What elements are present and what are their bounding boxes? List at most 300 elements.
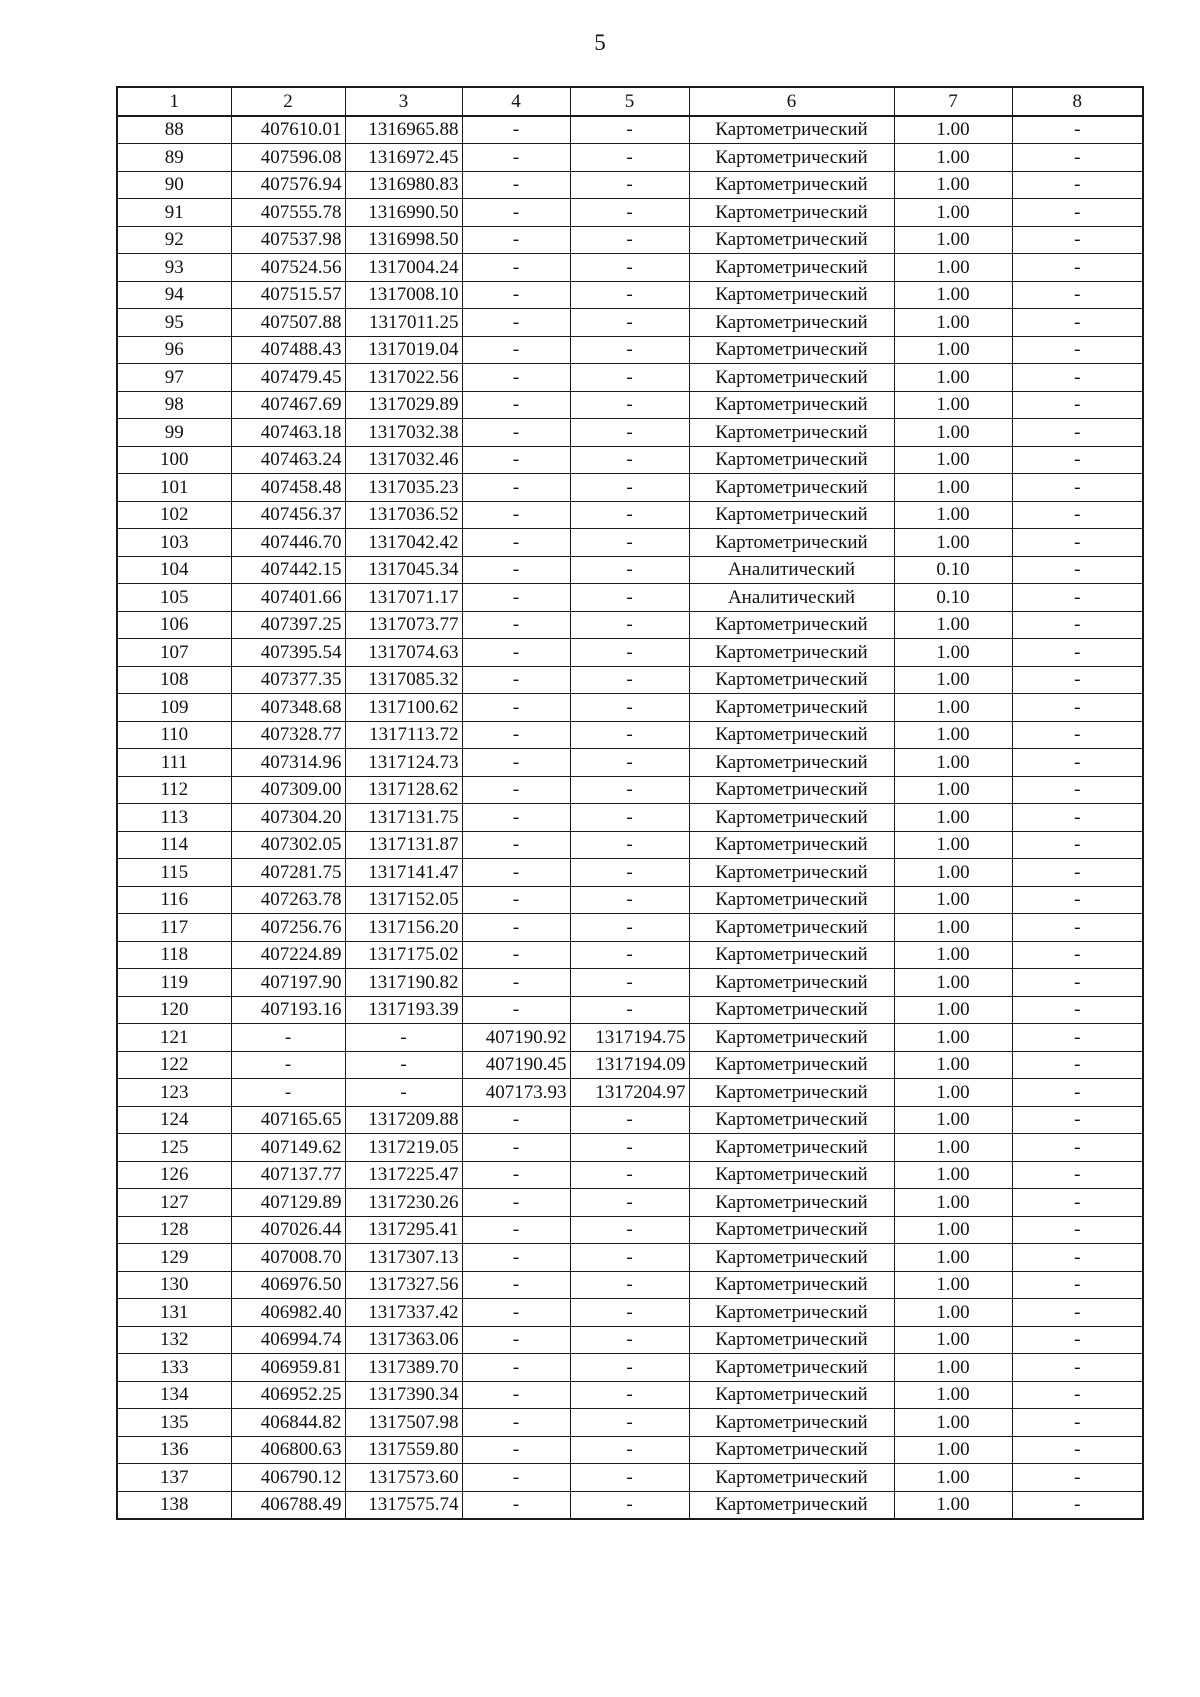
table-row [117,364,1143,392]
table-cell-col-4: - [462,749,570,777]
table-cell-col-5: - [570,1161,689,1189]
table-cell-col-2: 407507.88 [231,309,345,337]
table-cell-col-4: - [462,804,570,832]
table-cell-col-2: 407281.75 [231,859,345,887]
table-cell-col-6: Картометрический [689,1436,894,1464]
table-cell-col-7: 1.00 [894,694,1012,722]
table-cell-col-3: 1317131.75 [345,804,462,832]
table-row [117,501,1143,529]
table-cell-col-7: 1.00 [894,1106,1012,1134]
table-cell-col-4: - [462,171,570,199]
table-row [117,639,1143,667]
table-cell-col-4: - [462,1381,570,1409]
table-cell-col-4: - [462,116,570,144]
table-cell-col-6: Картометрический [689,1216,894,1244]
table-cell-col-8: - [1012,309,1143,337]
table-cell-col-8: - [1012,364,1143,392]
table-cell-col-1: 102 [117,501,231,529]
table-cell-col-5: - [570,831,689,859]
table-cell-col-1: 110 [117,721,231,749]
table-cell-col-5: - [570,391,689,419]
table-cell-col-6: Картометрический [689,1134,894,1162]
table-cell-col-8: - [1012,749,1143,777]
table-cell-col-6: Картометрический [689,336,894,364]
table-cell-col-2: 407328.77 [231,721,345,749]
table-cell-col-2: 406959.81 [231,1354,345,1382]
column-header-2: 2 [231,87,345,116]
table-cell-col-1: 128 [117,1216,231,1244]
table-cell-col-7: 0.10 [894,584,1012,612]
table-cell-col-4: - [462,391,570,419]
table-cell-col-4: - [462,969,570,997]
table-cell-col-7: 1.00 [894,941,1012,969]
table-cell-col-6: Картометрический [689,886,894,914]
table-cell-col-4: - [462,336,570,364]
table-cell-col-8: - [1012,171,1143,199]
table-cell-col-1: 105 [117,584,231,612]
table-cell-col-7: 1.00 [894,969,1012,997]
table-cell-col-5: - [570,721,689,749]
table-cell-col-1: 115 [117,859,231,887]
table-row [117,556,1143,584]
table-cell-col-4: 407190.45 [462,1051,570,1079]
table-cell-col-5: - [570,859,689,887]
column-header-6: 6 [689,87,894,116]
table-cell-col-4: - [462,501,570,529]
table-cell-col-6: Картометрический [689,721,894,749]
table-row [117,694,1143,722]
table-cell-col-3: - [345,1024,462,1052]
table-cell-col-7: 1.00 [894,529,1012,557]
table-cell-col-6: Картометрический [689,1326,894,1354]
table-cell-col-8: - [1012,996,1143,1024]
table-cell-col-5: - [570,254,689,282]
table-cell-col-8: - [1012,1326,1143,1354]
table-cell-col-2: 407304.20 [231,804,345,832]
table-row [117,1491,1143,1519]
table-cell-col-3: 1317337.42 [345,1299,462,1327]
table-cell-col-3: 1317507.98 [345,1409,462,1437]
table-cell-col-8: - [1012,254,1143,282]
table-cell-col-4: - [462,1271,570,1299]
table-cell-col-2: 407263.78 [231,886,345,914]
table-cell-col-4: - [462,1161,570,1189]
table-cell-col-5: - [570,969,689,997]
table-cell-col-3: 1317327.56 [345,1271,462,1299]
table-cell-col-3: 1317307.13 [345,1244,462,1272]
table-cell-col-1: 131 [117,1299,231,1327]
table-cell-col-6: Картометрический [689,694,894,722]
table-cell-col-7: 1.00 [894,1299,1012,1327]
table-cell-col-4: - [462,996,570,1024]
table-cell-col-5: - [570,1354,689,1382]
table-cell-col-2: 407397.25 [231,611,345,639]
table-cell-col-1: 106 [117,611,231,639]
table-cell-col-3: 1316998.50 [345,226,462,254]
table-cell-col-3: 1317113.72 [345,721,462,749]
table-cell-col-8: - [1012,1271,1143,1299]
table-cell-col-5: - [570,914,689,942]
table-cell-col-6: Картометрический [689,611,894,639]
table-cell-col-8: - [1012,1024,1143,1052]
table-cell-col-5: 1317194.09 [570,1051,689,1079]
table-cell-col-6: Картометрический [689,199,894,227]
table-cell-col-3: 1317559.80 [345,1436,462,1464]
table-cell-col-2: 407193.16 [231,996,345,1024]
table-row [117,1381,1143,1409]
table-cell-col-1: 101 [117,474,231,502]
table-row [117,1464,1143,1492]
table-cell-col-6: Аналитический [689,584,894,612]
table-cell-col-6: Картометрический [689,116,894,144]
table-cell-col-4: - [462,281,570,309]
table-cell-col-6: Картометрический [689,226,894,254]
table-cell-col-1: 104 [117,556,231,584]
table-cell-col-1: 98 [117,391,231,419]
column-header-3: 3 [345,87,462,116]
table-cell-col-4: - [462,364,570,392]
table-cell-col-7: 1.00 [894,364,1012,392]
table-cell-col-8: - [1012,721,1143,749]
table-cell-col-3: 1317141.47 [345,859,462,887]
table-row [117,776,1143,804]
table-cell-col-2: 406790.12 [231,1464,345,1492]
table-cell-col-2: 407515.57 [231,281,345,309]
table-cell-col-4: - [462,584,570,612]
table-cell-col-6: Картометрический [689,501,894,529]
table-cell-col-5: - [570,996,689,1024]
table-cell-col-4: - [462,1216,570,1244]
table-cell-col-8: - [1012,914,1143,942]
table-row [117,446,1143,474]
table-row [117,419,1143,447]
table-row [117,116,1143,144]
table-cell-col-7: 1.00 [894,1436,1012,1464]
table-cell-col-3: 1317071.17 [345,584,462,612]
table-cell-col-3: 1317073.77 [345,611,462,639]
table-cell-col-1: 96 [117,336,231,364]
table-cell-col-4: - [462,529,570,557]
table-cell-col-6: Картометрический [689,1271,894,1299]
table-cell-col-2: 407302.05 [231,831,345,859]
table-cell-col-1: 133 [117,1354,231,1382]
table-cell-col-7: 1.00 [894,116,1012,144]
table-cell-col-8: - [1012,584,1143,612]
table-row [117,721,1143,749]
table-cell-col-6: Картометрический [689,1409,894,1437]
table-cell-col-5: - [570,804,689,832]
table-cell-col-6: Картометрический [689,419,894,447]
table-cell-col-4: - [462,859,570,887]
table-cell-col-1: 127 [117,1189,231,1217]
table-cell-col-8: - [1012,1299,1143,1327]
table-cell-col-6: Картометрический [689,309,894,337]
table-cell-col-7: 1.00 [894,831,1012,859]
table-cell-col-4: - [462,1106,570,1134]
table-cell-col-3: 1317029.89 [345,391,462,419]
table-row [117,1436,1143,1464]
table-cell-col-7: 1.00 [894,859,1012,887]
table-cell-col-1: 121 [117,1024,231,1052]
table-cell-col-5: - [570,501,689,529]
table-cell-col-1: 93 [117,254,231,282]
table-cell-col-5: - [570,144,689,172]
table-cell-col-4: - [462,666,570,694]
table-cell-col-1: 126 [117,1161,231,1189]
table-cell-col-8: - [1012,804,1143,832]
table-cell-col-3: 1317042.42 [345,529,462,557]
table-row [117,941,1143,969]
table-cell-col-4: 407173.93 [462,1079,570,1107]
table-row [117,1244,1143,1272]
table-cell-col-3: 1317035.23 [345,474,462,502]
table-row [117,611,1143,639]
table-row [117,996,1143,1024]
table-cell-col-4: - [462,1491,570,1519]
table-cell-col-7: 1.00 [894,144,1012,172]
table-cell-col-3: 1317100.62 [345,694,462,722]
table-cell-col-3: 1317190.82 [345,969,462,997]
table-cell-col-8: - [1012,501,1143,529]
table-cell-col-6: Картометрический [689,666,894,694]
table-cell-col-5: - [570,199,689,227]
table-cell-col-4: - [462,446,570,474]
table-cell-col-3: 1317156.20 [345,914,462,942]
table-cell-col-5: - [570,474,689,502]
table-cell-col-4: - [462,611,570,639]
table-cell-col-7: 1.00 [894,1244,1012,1272]
table-cell-col-1: 130 [117,1271,231,1299]
table-row [117,1409,1143,1437]
table-cell-col-3: 1317575.74 [345,1491,462,1519]
table-cell-col-6: Картометрический [689,831,894,859]
table-cell-col-5: - [570,171,689,199]
table-cell-col-7: 1.00 [894,1326,1012,1354]
table-cell-col-3: 1317389.70 [345,1354,462,1382]
table-cell-col-5: - [570,1409,689,1437]
table-cell-col-2: 406844.82 [231,1409,345,1437]
table-cell-col-8: - [1012,1244,1143,1272]
table-cell-col-6: Картометрический [689,391,894,419]
table-row [117,1161,1143,1189]
table-cell-col-1: 111 [117,749,231,777]
table-row [117,309,1143,337]
table-cell-col-4: - [462,721,570,749]
table-cell-col-7: 1.00 [894,474,1012,502]
table-cell-col-6: Картометрический [689,1189,894,1217]
table-cell-col-6: Картометрический [689,1381,894,1409]
table-cell-col-6: Картометрический [689,144,894,172]
table-cell-col-6: Картометрический [689,281,894,309]
table-cell-col-4: - [462,226,570,254]
table-cell-col-5: - [570,1326,689,1354]
table-row [117,1106,1143,1134]
table-cell-col-4: - [462,941,570,969]
table-cell-col-7: 1.00 [894,1354,1012,1382]
table-cell-col-4: - [462,1354,570,1382]
table-cell-col-7: 1.00 [894,336,1012,364]
table-cell-col-2: 407488.43 [231,336,345,364]
table-cell-col-3: 1317085.32 [345,666,462,694]
table-cell-col-4: - [462,556,570,584]
table-cell-col-6: Картометрический [689,969,894,997]
table-cell-col-7: 1.00 [894,1024,1012,1052]
table-cell-col-3: 1317019.04 [345,336,462,364]
table-row [117,886,1143,914]
table-cell-col-6: Аналитический [689,556,894,584]
table-cell-col-1: 114 [117,831,231,859]
column-header-4: 4 [462,87,570,116]
table-cell-col-7: 1.00 [894,1161,1012,1189]
table-cell-col-2: 406800.63 [231,1436,345,1464]
table-cell-col-2: 407377.35 [231,666,345,694]
table-cell-col-7: 1.00 [894,1464,1012,1492]
table-cell-col-8: - [1012,969,1143,997]
table-cell-col-6: Картометрический [689,1106,894,1134]
table-cell-col-8: - [1012,694,1143,722]
table-cell-col-2: - [231,1024,345,1052]
table-cell-col-2: 407446.70 [231,529,345,557]
table-cell-col-6: Картометрический [689,1024,894,1052]
table-cell-col-8: - [1012,1354,1143,1382]
table-row [117,171,1143,199]
table-cell-col-8: - [1012,611,1143,639]
table-cell-col-2: 407467.69 [231,391,345,419]
table-cell-col-5: - [570,556,689,584]
table-cell-col-3: 1317032.38 [345,419,462,447]
table-cell-col-1: 112 [117,776,231,804]
table-cell-col-3: 1317124.73 [345,749,462,777]
table-cell-col-7: 1.00 [894,309,1012,337]
table-cell-col-5: - [570,419,689,447]
table-cell-col-7: 1.00 [894,419,1012,447]
table-cell-col-7: 1.00 [894,171,1012,199]
table-cell-col-2: 407314.96 [231,749,345,777]
table-cell-col-2: 407463.18 [231,419,345,447]
table-cell-col-8: - [1012,391,1143,419]
table-cell-col-3: 1316972.45 [345,144,462,172]
table-cell-col-4: - [462,1326,570,1354]
table-cell-col-2: 407256.76 [231,914,345,942]
table-cell-col-1: 88 [117,116,231,144]
table-cell-col-6: Картометрический [689,474,894,502]
table-cell-col-8: - [1012,1436,1143,1464]
table-row [117,666,1143,694]
table-cell-col-8: - [1012,336,1143,364]
table-cell-col-7: 1.00 [894,226,1012,254]
table-cell-col-6: Картометрический [689,859,894,887]
table-cell-col-1: 95 [117,309,231,337]
table-cell-col-8: - [1012,1491,1143,1519]
table-row [117,336,1143,364]
table-cell-col-4: - [462,694,570,722]
table-cell-col-2: 407442.15 [231,556,345,584]
table-cell-col-4: - [462,1464,570,1492]
table-cell-col-2: 406788.49 [231,1491,345,1519]
table-cell-col-3: 1317045.34 [345,556,462,584]
table-cell-col-3: 1317128.62 [345,776,462,804]
table-cell-col-3: 1317074.63 [345,639,462,667]
table-cell-col-5: - [570,666,689,694]
table-cell-col-6: Картометрический [689,254,894,282]
table-cell-col-5: - [570,1106,689,1134]
table-cell-col-6: Картометрический [689,364,894,392]
table-cell-col-4: - [462,1189,570,1217]
table-row [117,1024,1143,1052]
table-cell-col-4: - [462,419,570,447]
table-cell-col-5: - [570,1271,689,1299]
table-cell-col-3: 1317004.24 [345,254,462,282]
table-row [117,391,1143,419]
table-cell-col-5: - [570,281,689,309]
table-cell-col-2: 407610.01 [231,116,345,144]
table-cell-col-1: 122 [117,1051,231,1079]
table-row [117,1216,1143,1244]
table-row [117,831,1143,859]
table-cell-col-4: - [462,776,570,804]
table-row [117,281,1143,309]
table-cell-col-6: Картометрический [689,804,894,832]
table-cell-col-8: - [1012,1409,1143,1437]
table-row [117,914,1143,942]
table-cell-col-3: 1317573.60 [345,1464,462,1492]
table-cell-col-3: 1316965.88 [345,116,462,144]
table-cell-col-8: - [1012,859,1143,887]
table-cell-col-3: 1317036.52 [345,501,462,529]
table-cell-col-2: 406982.40 [231,1299,345,1327]
table-cell-col-1: 125 [117,1134,231,1162]
table-cell-col-5: - [570,639,689,667]
table-cell-col-6: Картометрический [689,1491,894,1519]
table-cell-col-1: 109 [117,694,231,722]
table-cell-col-4: - [462,1134,570,1162]
table-cell-col-2: 407596.08 [231,144,345,172]
table-cell-col-1: 90 [117,171,231,199]
table-cell-col-1: 99 [117,419,231,447]
table-cell-col-8: - [1012,281,1143,309]
table-cell-col-7: 1.00 [894,749,1012,777]
table-cell-col-6: Картометрический [689,1051,894,1079]
table-cell-col-6: Картометрический [689,996,894,1024]
table-row [117,1079,1143,1107]
table-cell-col-2: 407524.56 [231,254,345,282]
table-cell-col-8: - [1012,831,1143,859]
table-cell-col-3: 1317390.34 [345,1381,462,1409]
table-cell-col-6: Картометрический [689,749,894,777]
table-cell-col-6: Картометрический [689,1161,894,1189]
table-cell-col-8: - [1012,199,1143,227]
table-cell-col-1: 136 [117,1436,231,1464]
table-cell-col-5: - [570,336,689,364]
table-cell-col-8: - [1012,1161,1143,1189]
table-cell-col-1: 108 [117,666,231,694]
column-header-7: 7 [894,87,1012,116]
table-cell-col-6: Картометрический [689,1299,894,1327]
table-cell-col-8: - [1012,1079,1143,1107]
table-row [117,969,1143,997]
table-cell-col-8: - [1012,1106,1143,1134]
table-cell-col-6: Картометрический [689,776,894,804]
table-cell-col-1: 92 [117,226,231,254]
table-row [117,749,1143,777]
table-cell-col-2: 407026.44 [231,1216,345,1244]
table-cell-col-2: 407456.37 [231,501,345,529]
table-cell-col-7: 1.00 [894,1216,1012,1244]
table-cell-col-2: 407348.68 [231,694,345,722]
table-cell-col-2: 407129.89 [231,1189,345,1217]
table-cell-col-3: 1317152.05 [345,886,462,914]
table-row [117,859,1143,887]
